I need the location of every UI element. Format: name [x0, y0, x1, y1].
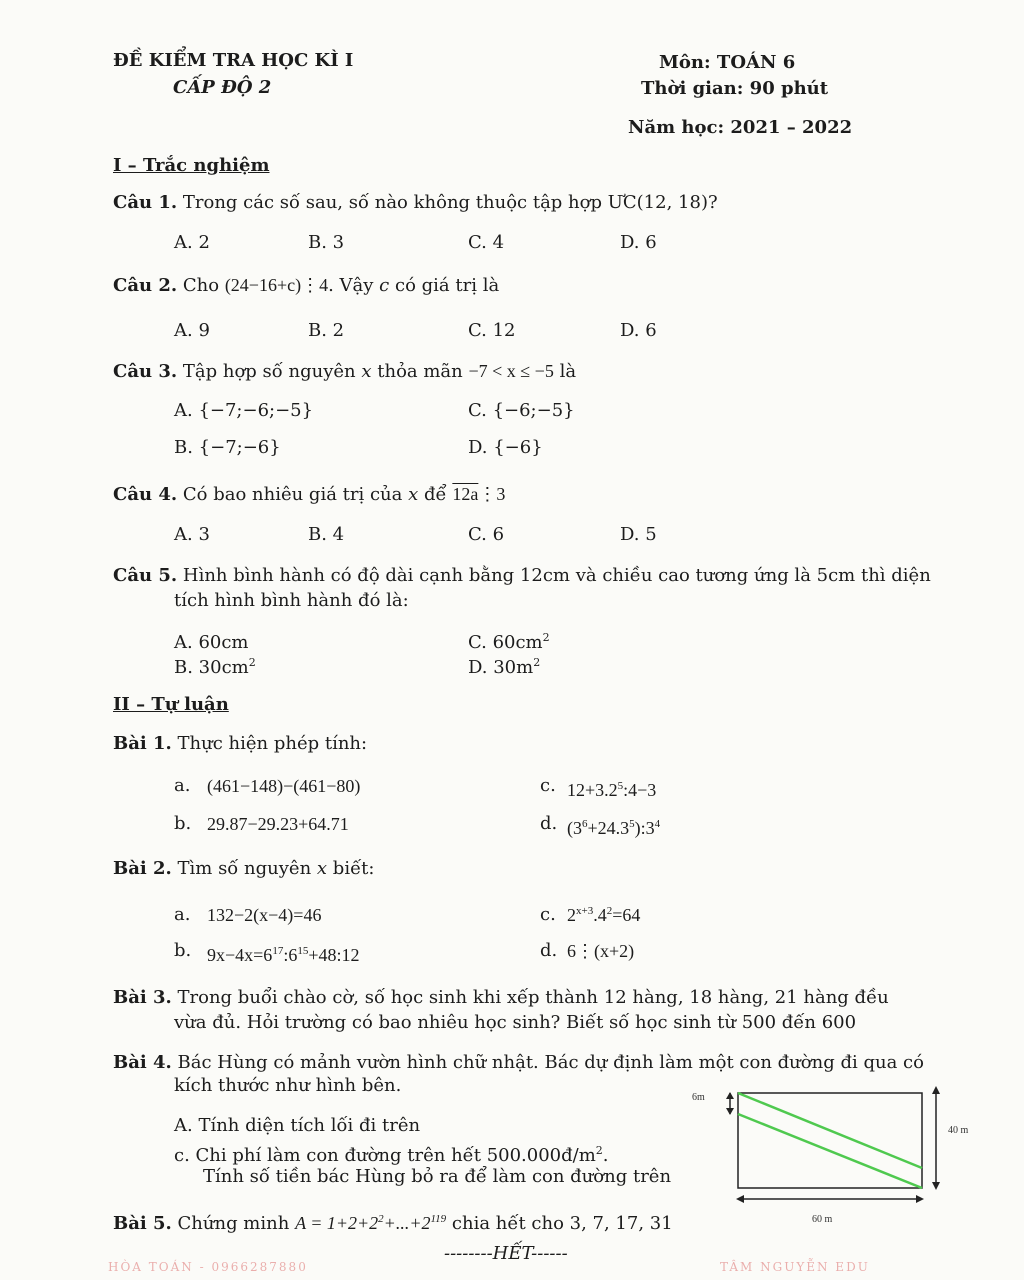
q5-option-a — [174, 627, 249, 654]
arrow-icon — [932, 1182, 940, 1190]
b2-item-a: 132−2(x−4)=46 — [207, 905, 322, 925]
math-expression — [295, 1213, 446, 1233]
exercise-text: Chứng minh — [177, 1213, 290, 1234]
question-text: Hình bình hành có độ dài cạnh bằng 12cm và chiều cao tương ứng là 5cm thì diện — [182, 565, 931, 586]
exponent: 5 — [629, 818, 635, 830]
exam-title: ĐỀ KIỂM TRA HỌC KÌ I — [113, 50, 354, 71]
exercise-1 — [113, 733, 367, 755]
b2-item-b — [207, 940, 359, 966]
b1-item-d — [567, 813, 660, 839]
question-2 — [113, 274, 499, 297]
overline-number: 12a — [452, 484, 479, 504]
question-5 — [113, 565, 931, 587]
end-marker: --------HẾT------ — [444, 1243, 568, 1264]
subject: Môn: TOÁN 6 — [659, 52, 796, 73]
exercise-label: Bài 2. — [113, 858, 172, 879]
option-text: B. 30cm — [174, 657, 249, 678]
exponent: 2 — [606, 905, 613, 917]
question-label: Câu 3. — [113, 361, 178, 382]
exercise-4-continued: kích thước như hình bên. — [174, 1075, 402, 1096]
q4-option-c: C. 6 — [468, 524, 505, 545]
q2-option-c: C. 12 — [468, 320, 516, 341]
q3-option-b: B. {−7;−6} — [174, 437, 281, 458]
exponent: 17 — [272, 945, 284, 957]
exercise-2 — [113, 858, 374, 880]
option-sup: 2 — [533, 656, 541, 669]
b1-item-b-label: b. — [174, 813, 192, 834]
exercise-text: Bác Hùng có mảnh vườn hình chữ nhật. Bác dự định làm một con đường đi qua có — [177, 1052, 924, 1073]
question-text: để — [424, 484, 447, 505]
expr-part: A = 1+2+2 — [295, 1213, 379, 1233]
expr-part: =64 — [612, 905, 641, 925]
math-expression: −7 < x ≤ −5 — [468, 361, 554, 381]
question-text-continued: tích hình bình hành đó là: — [174, 590, 409, 611]
exercise-3-continued: vừa đủ. Hỏi trường có bao nhiêu học sinh? Biết số học sinh từ 500 đến 600 — [174, 1012, 857, 1033]
question-label: Câu 2. — [113, 275, 178, 296]
exam-level: CẤP ĐỘ 2 — [173, 77, 272, 98]
section-1-title: I – Trắc nghiệm — [113, 155, 270, 176]
q5-option-b — [174, 652, 256, 679]
exponent: 119 — [430, 1213, 447, 1225]
question-label: Câu 5. — [113, 565, 178, 586]
expr-part: 2 — [567, 905, 576, 925]
exercise-3 — [113, 987, 889, 1009]
expr-part: :4−3 — [623, 780, 657, 800]
q3-option-d: D. {−6} — [468, 437, 543, 458]
height-label: 40 m — [948, 1125, 969, 1136]
arrow-icon — [932, 1086, 940, 1094]
b1-item-d-label: d. — [540, 813, 558, 834]
b4-part-c — [174, 1140, 609, 1167]
exponent: 2 — [378, 1213, 384, 1225]
footer-right: TÂM NGUYỄN EDU — [720, 1260, 870, 1274]
q5-option-c — [468, 627, 550, 654]
expr-part: ):3 — [634, 818, 655, 838]
q1-option-b: B. 3 — [308, 232, 345, 253]
path-edge-top — [738, 1093, 922, 1168]
b2-item-d: 6⋮(x+2) — [567, 941, 635, 961]
q4-option-d: D. 5 — [620, 524, 657, 545]
b1-item-a: (461−148)−(461−80) — [207, 776, 361, 796]
expr-part: +48:12 — [308, 945, 360, 965]
variable: x — [316, 858, 328, 879]
exponent: 2 — [595, 1144, 603, 1157]
expr-part: :6 — [283, 945, 298, 965]
math-expression: ⋮3 — [478, 484, 506, 504]
exponent: 5 — [617, 780, 624, 792]
footer-left: HÒA TOÁN - 0966287880 — [108, 1260, 308, 1274]
q1-option-c: C. 4 — [468, 232, 505, 253]
part-text: c. Chi phí làm con đường trên hết 500.000đ/m — [174, 1145, 596, 1166]
b1-item-b: 29.87−29.23+64.71 — [207, 814, 349, 834]
q1-option-a: A. 2 — [174, 232, 210, 253]
option-text: A. 60cm — [174, 632, 249, 653]
b1-item-a-label: a. — [174, 775, 191, 796]
arrow-icon — [916, 1195, 924, 1203]
question-text: có giá trị là — [395, 275, 500, 296]
q4-option-b: B. 4 — [308, 524, 345, 545]
exponent: x+3 — [576, 905, 594, 917]
question-label: Câu 1. — [113, 192, 178, 213]
exercise-text: chia hết cho 3, 7, 17, 31 — [451, 1213, 673, 1234]
expr-part: +24.3 — [587, 818, 630, 838]
exponent: 4 — [654, 818, 661, 830]
exercise-label: Bài 4. — [113, 1052, 172, 1073]
exercise-label: Bài 3. — [113, 987, 172, 1008]
b2-item-b-label: b. — [174, 940, 192, 961]
exercise-text: biết: — [332, 858, 375, 879]
expr-part: 9x−4x=6 — [207, 945, 273, 965]
q2-option-d: D. 6 — [620, 320, 657, 341]
question-text: là — [559, 361, 577, 382]
math-expression: (24−16+c)⋮4 — [224, 275, 329, 295]
option-text: C. 60cm — [468, 632, 543, 653]
q4-option-a: A. 3 — [174, 524, 210, 545]
question-1 — [113, 192, 718, 214]
q2-option-b: B. 2 — [308, 320, 345, 341]
path-edge-bottom — [738, 1114, 922, 1188]
expr-part: 12+3.2 — [567, 780, 618, 800]
exercise-text: Thực hiện phép tính: — [177, 733, 368, 754]
exam-time: Thời gian: 90 phút — [641, 78, 829, 99]
b2-item-c-label: c. — [540, 904, 556, 925]
section-2-title: II – Tự luận — [113, 694, 229, 715]
exercise-label: Bài 1. — [113, 733, 172, 754]
exercise-text: Trong buổi chào cờ, số học sinh khi xếp thành 12 hàng, 18 hàng, 21 hàng đều — [177, 987, 889, 1008]
question-text: thỏa mãn — [377, 361, 463, 382]
gap-label: 6m — [692, 1092, 705, 1103]
b4-part-c-continued: Tính số tiền bác Hùng bỏ ra để làm con đường trên — [203, 1166, 672, 1187]
question-text: Có bao nhiêu giá trị của — [182, 484, 403, 505]
b4-part-a: A. Tính diện tích lối đi trên — [174, 1115, 421, 1136]
exponent: 6 — [582, 818, 588, 830]
b1-item-c-label: c. — [540, 775, 556, 796]
question-3 — [113, 360, 576, 383]
q3-option-c: C. {−6;−5} — [468, 400, 575, 421]
expr-part: (3 — [567, 818, 582, 838]
b2-item-d-label: d. — [540, 940, 558, 961]
arrow-icon — [736, 1195, 744, 1203]
question-4 — [113, 483, 505, 506]
option-text: D. 30m — [468, 657, 534, 678]
exercise-label: Bài 5. — [113, 1213, 172, 1234]
b1-item-c — [567, 775, 656, 801]
variable: c — [379, 275, 390, 296]
garden-figure — [680, 1078, 990, 1228]
variable: x — [408, 484, 419, 505]
expr-part: .4 — [593, 905, 607, 925]
exponent: 15 — [297, 945, 309, 957]
variable: x — [361, 361, 372, 382]
q2-option-a: A. 9 — [174, 320, 210, 341]
b2-item-a-label: a. — [174, 904, 191, 925]
q5-option-d — [468, 652, 540, 679]
exercise-4 — [113, 1052, 924, 1074]
garden-rectangle — [738, 1093, 922, 1188]
question-text: Trong các số sau, số nào không thuộc tập hợp ƯC(12, 18)? — [182, 192, 718, 213]
school-year: Năm học: 2021 – 2022 — [628, 117, 853, 138]
question-text: Tập hợp số nguyên — [182, 361, 356, 382]
question-text: . Vậy — [328, 275, 374, 296]
expr-part: +...+2 — [383, 1213, 431, 1233]
exercise-text: Tìm số nguyên — [177, 858, 312, 879]
question-text: Cho — [182, 275, 220, 296]
exercise-5 — [113, 1208, 673, 1235]
q3-option-a: A. {−7;−6;−5} — [174, 400, 314, 421]
option-sup: 2 — [248, 656, 256, 669]
arrow-icon — [726, 1092, 734, 1099]
q1-option-d: D. 6 — [620, 232, 657, 253]
question-label: Câu 4. — [113, 484, 178, 505]
arrow-icon — [726, 1108, 734, 1115]
width-label: 60 m — [812, 1214, 833, 1225]
option-sup: 2 — [542, 631, 550, 644]
part-text: . — [602, 1145, 609, 1166]
b2-item-c — [567, 900, 640, 926]
